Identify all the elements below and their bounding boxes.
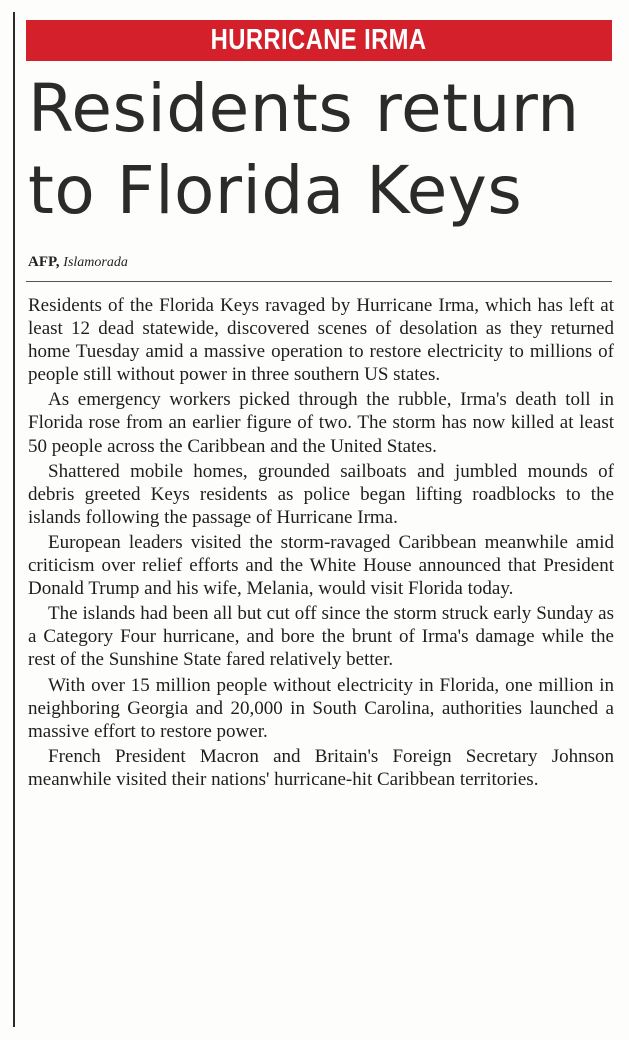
- article-headline: [28, 68, 628, 232]
- byline-agency: AFP,: [28, 254, 60, 270]
- section-kicker-label: HURRICANE IRMA: [211, 24, 427, 56]
- paragraph-2: As emergency workers picked through the rubble, Irma's death toll in Florida rose from an earlier figure of two. The storm has now killed at least 50 people across the Caribbean and the United States.: [28, 389, 614, 457]
- paragraph-1: Residents of the Florida Keys ravaged by Hurricane Irma, which has left at least 12 dead statewide, discovered scenes of desolation as they returned home Tuesday amid a massive operation to restore electricity to millions of people still without power in three southern US states.: [28, 295, 614, 386]
- column-rule: [13, 12, 15, 1027]
- paragraph-7: French President Macron and Britain's Foreign Secretary Johnson meanwhile visited their nations' hurricane-hit Caribbean territories.: [28, 745, 614, 790]
- headline-line-1: Residents return: [28, 70, 580, 147]
- byline-dateline: Islamorada: [63, 255, 128, 270]
- paragraph-3: Shattered mobile homes, grounded sailboats and jumbled mounds of debris greeted Keys residents as police began lifting roadblocks to the islands following the passage of Hurricane Irma.: [28, 460, 614, 528]
- paragraph-4: European leaders visited the storm-ravaged Caribbean meanwhile amid criticism over relief efforts and the White House announced that President Donald Trump and his wife, Melania, would visit Florida today.: [28, 531, 614, 600]
- article-body: [28, 294, 614, 793]
- paragraph-5: The islands had been all but cut off since the storm struck early Sunday as a Category Four hurricane, and bore the brunt of Irma's damage while the rest of the Sunshine State fared relatively better.: [28, 603, 614, 671]
- byline: [28, 254, 128, 271]
- byline-divider: [26, 281, 612, 282]
- headline-line-2: to Florida Keys: [28, 152, 523, 229]
- section-kicker-banner: [26, 20, 612, 61]
- paragraph-6: With over 15 million people without electricity in Florida, one million in neighboring Georgia and 20,000 in South Carolina, authorities launched a massive effort to restore power.: [28, 674, 614, 742]
